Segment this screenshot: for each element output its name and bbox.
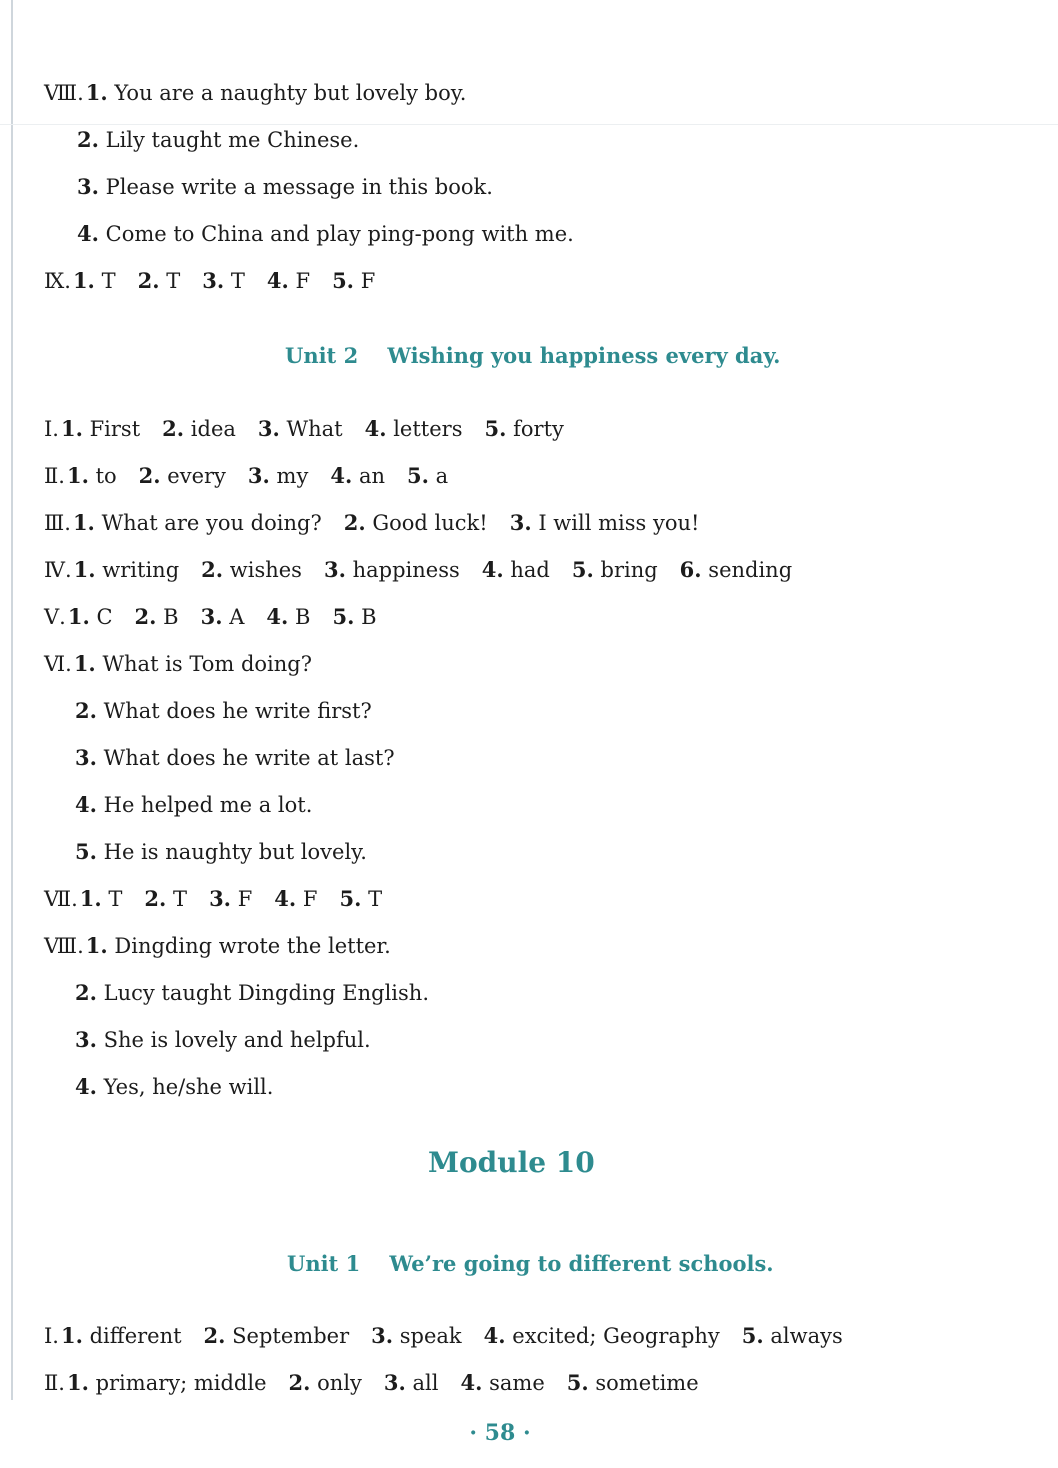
item-number: 2. <box>77 127 99 152</box>
answer-line <box>44 463 448 489</box>
item-answer: Lucy taught Dingding English. <box>103 981 429 1005</box>
item-answer: F <box>302 887 318 911</box>
item-number: 3. <box>75 745 97 770</box>
section-numeral: Ⅰ. <box>44 1324 59 1348</box>
item-number: 1. <box>66 1370 89 1395</box>
answer-item <box>139 464 226 488</box>
answer-item <box>332 269 375 293</box>
item-number: 5. <box>566 1370 589 1395</box>
item-answer: my <box>276 464 309 488</box>
page-number: · 58 · <box>469 1420 531 1446</box>
item-number: 1. <box>60 1323 83 1348</box>
answer-item <box>266 605 310 629</box>
item-number: 3. <box>209 886 231 911</box>
answer-item <box>324 558 460 582</box>
answer-item <box>407 464 448 488</box>
item-answer: You are a naughty but lovely boy. <box>114 81 467 105</box>
item-answer: had <box>510 558 550 582</box>
answer-line <box>44 604 377 630</box>
item-number: 2. <box>162 416 185 441</box>
section-numeral: Ⅲ. <box>44 511 71 535</box>
item-number: 4. <box>266 604 289 629</box>
answer-item <box>365 417 463 441</box>
answer-item <box>510 511 700 535</box>
answer-line <box>44 933 391 959</box>
answer-item <box>144 887 187 911</box>
item-number: 1. <box>67 604 90 629</box>
answer-item <box>274 887 317 911</box>
item-answer: writing <box>102 558 180 582</box>
answer-item <box>460 1371 544 1395</box>
answer-item <box>67 464 117 488</box>
item-number: 2. <box>75 980 97 1005</box>
answer-item <box>567 1371 699 1395</box>
item-number: 6. <box>679 557 702 582</box>
answer-item <box>258 417 343 441</box>
item-answer: C <box>96 605 113 629</box>
item-answer: T <box>166 269 181 293</box>
item-number: 2. <box>288 1370 311 1395</box>
answer-line <box>77 221 574 247</box>
item-answer: F <box>237 887 253 911</box>
answer-item <box>73 269 116 293</box>
item-number: 3. <box>383 1370 406 1395</box>
answer-line <box>44 510 699 536</box>
item-answer: T <box>173 887 188 911</box>
answer-item <box>86 81 467 105</box>
answer-line <box>44 557 792 583</box>
item-answer: B <box>163 605 179 629</box>
item-number: 4. <box>364 416 387 441</box>
answer-line <box>44 268 375 294</box>
item-answer: F <box>360 269 376 293</box>
section-numeral: Ⅷ. <box>44 934 84 958</box>
unit-heading: Unit 1 We’re going to different schools. <box>287 1251 774 1276</box>
answer-item <box>201 605 245 629</box>
item-answer: T <box>368 887 383 911</box>
item-answer: A <box>229 605 245 629</box>
item-answer: primary; middle <box>95 1371 267 1395</box>
answer-line <box>77 174 493 200</box>
item-answer: forty <box>513 417 564 441</box>
answer-item <box>67 1371 267 1395</box>
answer-line <box>75 980 429 1006</box>
item-number: 3. <box>202 268 225 293</box>
answer-item <box>339 887 382 911</box>
answer-item <box>384 1371 439 1395</box>
item-answer: happiness <box>352 558 460 582</box>
item-answer: excited; Geography <box>512 1324 720 1348</box>
item-number: 1. <box>66 463 89 488</box>
section-numeral: Ⅱ. <box>44 464 65 488</box>
answer-line <box>75 792 312 818</box>
answer-item <box>482 558 550 582</box>
item-number: 1. <box>60 416 83 441</box>
answer-item <box>209 887 252 911</box>
answer-item <box>135 605 179 629</box>
item-answer: First <box>89 417 141 441</box>
answer-item <box>344 511 488 535</box>
section-numeral: Ⅷ. <box>44 81 84 105</box>
answer-item <box>61 417 140 441</box>
item-number: 5. <box>571 557 594 582</box>
item-answer: Yes, he/she will. <box>103 1075 274 1099</box>
section-numeral: Ⅴ. <box>44 605 66 629</box>
item-number: 5. <box>75 839 97 864</box>
answer-item <box>201 558 302 582</box>
answer-line <box>44 80 466 106</box>
item-number: 4. <box>481 557 504 582</box>
item-number: 3. <box>509 510 532 535</box>
item-answer: wishes <box>229 558 302 582</box>
answer-line <box>44 886 382 912</box>
answer-item <box>484 1324 720 1348</box>
answer-item <box>138 269 181 293</box>
item-answer: all <box>412 1371 439 1395</box>
answer-line <box>44 1370 699 1396</box>
item-number: 1. <box>73 651 96 676</box>
item-number: 2. <box>138 463 161 488</box>
item-answer: every <box>167 464 226 488</box>
item-answer: T <box>101 269 116 293</box>
answer-item <box>371 1324 462 1348</box>
answer-item <box>77 128 359 152</box>
item-number: 3. <box>323 557 346 582</box>
answer-line <box>75 1074 273 1100</box>
answer-line <box>44 1323 843 1349</box>
item-number: 2. <box>137 268 160 293</box>
item-answer: speak <box>399 1324 462 1348</box>
item-number: 2. <box>144 886 167 911</box>
answer-item <box>330 464 385 488</box>
section-numeral: Ⅵ. <box>44 652 72 676</box>
item-answer: sometime <box>595 1371 699 1395</box>
answer-item <box>248 464 308 488</box>
item-number: 3. <box>371 1323 394 1348</box>
item-answer: an <box>358 464 385 488</box>
item-answer: What does he write at last? <box>103 746 395 770</box>
item-answer: idea <box>190 417 236 441</box>
answer-item <box>77 175 493 199</box>
answer-item <box>80 887 123 911</box>
item-number: 1. <box>73 557 96 582</box>
answer-item <box>75 793 312 817</box>
item-answer: T <box>230 269 245 293</box>
answer-item <box>742 1324 843 1348</box>
item-number: 5. <box>339 886 362 911</box>
item-answer: T <box>108 887 123 911</box>
item-number: 1. <box>85 933 108 958</box>
answer-item <box>75 1075 273 1099</box>
item-answer: B <box>361 605 377 629</box>
answer-line <box>75 839 367 865</box>
answer-item <box>680 558 792 582</box>
item-number: 3. <box>257 416 280 441</box>
item-answer: bring <box>600 558 658 582</box>
answer-line <box>44 651 312 677</box>
item-number: 4. <box>266 268 289 293</box>
answer-item <box>267 269 310 293</box>
item-answer: September <box>232 1324 350 1348</box>
answer-line <box>77 127 359 153</box>
item-answer: different <box>89 1324 182 1348</box>
answer-item <box>68 605 113 629</box>
item-number: 3. <box>77 174 99 199</box>
answer-item <box>86 934 391 958</box>
answer-item <box>332 605 376 629</box>
item-answer: What does he write first? <box>103 699 372 723</box>
section-numeral: Ⅳ. <box>44 558 72 582</box>
item-number: 5. <box>332 604 355 629</box>
answer-line <box>75 745 395 771</box>
answer-item <box>162 417 236 441</box>
answer-item <box>289 1371 362 1395</box>
item-number: 2. <box>134 604 157 629</box>
item-number: 1. <box>72 268 95 293</box>
answer-item <box>73 511 322 535</box>
item-number: 1. <box>79 886 102 911</box>
item-number: 2. <box>343 510 366 535</box>
answer-item <box>75 699 372 723</box>
item-number: 3. <box>75 1027 97 1052</box>
item-answer: Good luck! <box>372 511 488 535</box>
item-number: 3. <box>200 604 223 629</box>
item-answer: What <box>286 417 343 441</box>
item-answer: always <box>770 1324 843 1348</box>
item-answer: only <box>317 1371 362 1395</box>
item-answer: B <box>295 605 311 629</box>
answer-item <box>204 1324 350 1348</box>
answer-item <box>75 746 395 770</box>
item-number: 2. <box>75 698 97 723</box>
answer-item <box>75 840 367 864</box>
page-top-rule <box>0 124 1058 125</box>
answer-item <box>202 269 245 293</box>
answer-item <box>75 1028 371 1052</box>
item-number: 4. <box>274 886 297 911</box>
item-answer: letters <box>393 417 463 441</box>
item-number: 4. <box>460 1370 483 1395</box>
item-number: 5. <box>407 463 429 488</box>
item-answer: He helped me a lot. <box>103 793 313 817</box>
item-number: 2. <box>201 557 224 582</box>
item-answer: a <box>435 464 449 488</box>
item-answer: same <box>489 1371 545 1395</box>
item-number: 3. <box>247 463 270 488</box>
answer-item <box>77 222 574 246</box>
item-answer: Please write a message in this book. <box>105 175 493 199</box>
answer-line <box>75 1027 371 1053</box>
answer-item <box>484 417 563 441</box>
item-number: 4. <box>75 1074 97 1099</box>
item-number: 5. <box>332 268 354 293</box>
item-number: 4. <box>330 463 353 488</box>
section-numeral: Ⅰ. <box>44 417 59 441</box>
unit-heading: Unit 2 Wishing you happiness every day. <box>285 343 781 368</box>
item-answer: sending <box>708 558 793 582</box>
item-answer: What are you doing? <box>101 511 322 535</box>
section-numeral: Ⅸ. <box>44 269 71 293</box>
page-edge-line <box>11 0 13 1400</box>
item-number: 2. <box>203 1323 226 1348</box>
item-answer: Dingding wrote the letter. <box>114 934 391 958</box>
item-number: 4. <box>77 221 99 246</box>
item-number: 5. <box>741 1323 764 1348</box>
answer-item <box>61 1324 182 1348</box>
item-number: 1. <box>72 510 95 535</box>
item-answer: to <box>95 464 117 488</box>
section-numeral: Ⅱ. <box>44 1371 65 1395</box>
item-number: 1. <box>85 80 108 105</box>
item-answer: Lily taught me Chinese. <box>105 128 360 152</box>
answer-item <box>74 652 312 676</box>
item-answer: She is lovely and helpful. <box>103 1028 371 1052</box>
item-answer: F <box>295 269 311 293</box>
item-answer: Come to China and play ping-pong with me. <box>105 222 574 246</box>
item-answer: What is Tom doing? <box>102 652 312 676</box>
answer-item <box>75 981 429 1005</box>
answer-item <box>572 558 658 582</box>
item-answer: He is naughty but lovely. <box>103 840 367 864</box>
module-heading: Module 10 <box>428 1146 595 1179</box>
item-number: 4. <box>483 1323 506 1348</box>
item-number: 5. <box>484 416 507 441</box>
item-number: 4. <box>75 792 97 817</box>
item-answer: I will miss you! <box>538 511 700 535</box>
answer-item <box>74 558 179 582</box>
answer-line <box>75 698 372 724</box>
section-numeral: Ⅶ. <box>44 887 78 911</box>
answer-line <box>44 416 564 442</box>
